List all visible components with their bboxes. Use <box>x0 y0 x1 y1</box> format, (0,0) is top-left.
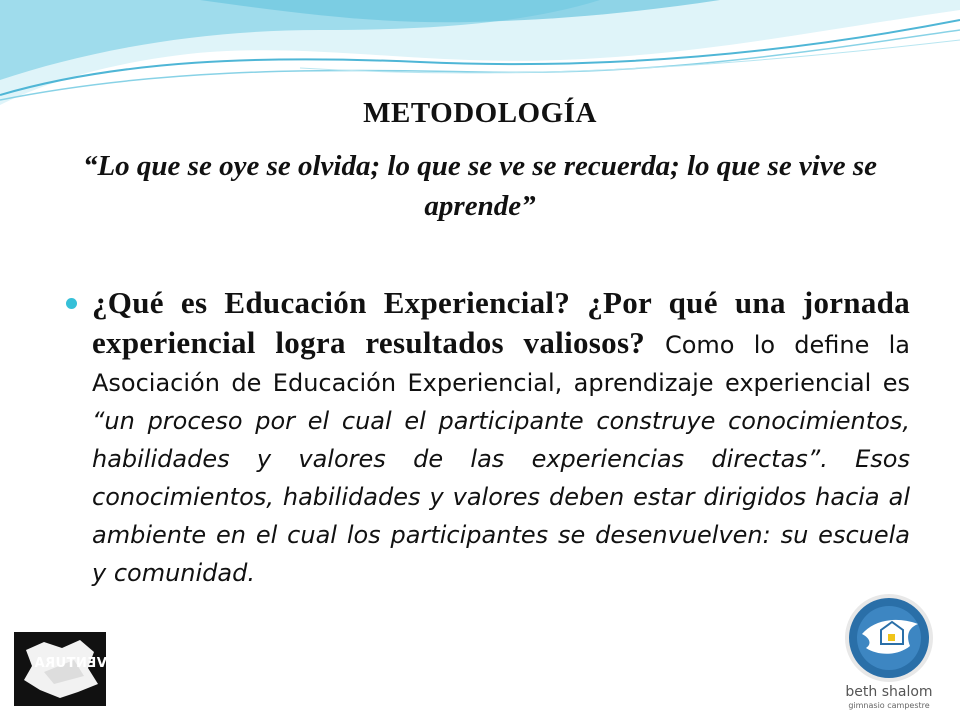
bullet-question: ¿Qué es Educación Experiencial? ¿Por qué una jornada experiencial logra resultados valiosos? <box>92 285 910 360</box>
slide-title: METODOLOGÍA <box>363 97 597 129</box>
brand-name: beth shalom <box>845 684 933 700</box>
left-logo <box>14 632 117 706</box>
dove-house-logo-icon <box>826 590 952 690</box>
right-logo <box>826 590 952 712</box>
bullet-intro: Como lo define la Asociación de Educación Experiencial, aprendizaje experiencial es <box>92 331 911 397</box>
brand-subtitle: gimnasio campestre <box>848 701 930 710</box>
bullet-paragraph <box>92 284 910 592</box>
bullet-definition: “un proceso por el cual el participante construye conocimientos, habilidades y valores de las experiencias directas”. Esos conocimientos, habilidades y valores deben estar dirigidos hacia al ambiente en el cual los participantes se desenvuelven: su escuela y comunidad. <box>92 407 910 587</box>
left-logo-text: AVENTURA <box>34 656 117 671</box>
bullet-dot <box>66 298 77 309</box>
quote-text: “Lo que se oye se olvida; lo que se ve se recuerda; lo que se vive se aprende” <box>82 150 878 222</box>
